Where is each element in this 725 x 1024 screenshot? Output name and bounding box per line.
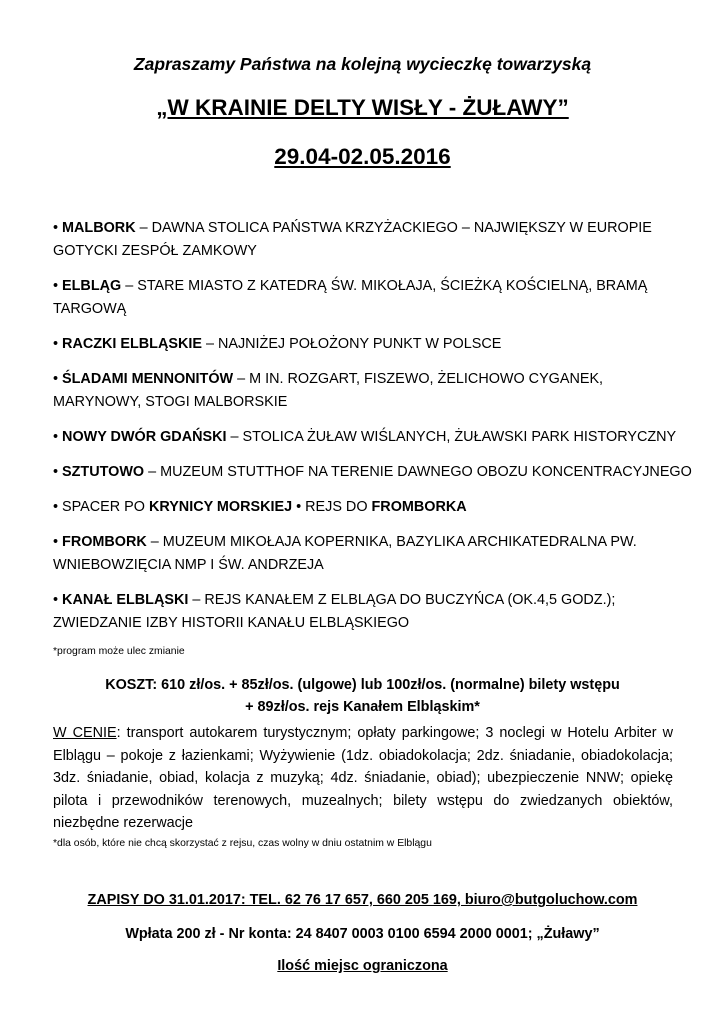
item-name: KANAŁ ELBLĄSKI [62,592,189,608]
item-desc: – STARE MIASTO Z KATEDRĄ ŚW. MIKOŁAJA, ŚCIEŻKĄ KOŚCIELNĄ, BRAMĄ TARGOWĄ [53,278,648,317]
item-name: MALBORK [62,220,136,236]
itinerary-item [53,589,693,635]
bullet-icon: • [296,499,302,515]
trip-dates: 29.04-02.05.2016 [274,144,451,169]
itinerary-item [53,531,693,577]
trip-title: „W KRAINIE DELTY WISŁY - ŻUŁAWY” [156,95,569,120]
bullet-icon: • [53,499,59,515]
spacer-place: KRYNICY MORSKIEJ [148,499,293,515]
itinerary-item [53,217,693,263]
bullet-icon: • [53,429,59,445]
item-desc: – MUZEUM MIKOŁAJA KOPERNIKA, BAZYLIKA ARCHIKATEDRALNA PW. WNIEBOWZIĘCIA NMP I ŚW. ANDRZEJA [53,534,637,573]
limited-places: Ilość miejsc ograniczona [277,958,448,974]
item-desc: – MUZEUM STUTTHOF NA TERENIE DAWNEGO OBOZU KONCENTRACYJNEGO [144,464,692,480]
spacer-place: FROMBORKA [371,499,467,515]
cruise-note: *dla osób, które nie chcą skorzystać z rejsu, czas wolny w dniu ostatnim w Elblągu [53,838,432,849]
item-desc: – STOLICA ŻUŁAW WIŚLANYCH, ŻUŁAWSKI PARK HISTORYCZNY [226,429,677,445]
invitation-line: Zapraszamy Państwa na kolejną wycieczkę towarzyską [133,54,592,74]
spacer-pre: SPACER PO [58,499,149,515]
itinerary-item [53,426,693,449]
cost-line: KOSZT: 610 zł/os. + 85zł/os. (ulgowe) lub 100zł/os. (normalne) bilety wstępu [105,677,620,693]
itinerary-item [53,461,693,484]
included-text: : transport autokarem turystycznym; opłaty parkingowe; 3 noclegi w Hotelu Arbiter w Elblągu – pokoje z łazienkami; Wyżywienie (1dz. obiadokolacja; 2dz. śniadanie, obiadokolacja; 3dz. śniadanie, obiad, kolacja z muzyką; 4dz. śniadanie, obiad); ubezpieczenie NNW; opiekę pilota i przewodników terenowych, muzealnych; bilety wstępu do zwiedzanych obiektów, niezbędne rezerwacje [53,725,673,831]
itinerary-item [53,275,693,321]
item-desc: – M IN. ROZGART, FISZEWO, ŻELICHOWO CYGANEK, MARYNOWY, STOGI MALBORSKIE [53,371,604,410]
cost-line: + 89zł/os. rejs Kanałem Elbląskim* [245,699,480,715]
bullet-icon: • [53,464,59,480]
itinerary-list [53,217,693,647]
item-desc: – NAJNIŻEJ POŁOŻONY PUNKT W POLSCE [201,336,502,352]
bullet-icon: • [53,336,59,352]
item-name: RACZKI ELBLĄSKIE [62,336,202,352]
cost-block [0,674,725,718]
item-name: SZTUTOWO [62,464,145,480]
bullet-icon: • [53,371,59,387]
payment-info: Wpłata 200 zł - Nr konta: 24 8407 0003 0100 6594 2000 0001; „Żuławy” [125,926,600,942]
item-desc: – DAWNA STOLICA PAŃSTWA KRZYŻACKIEGO – NAJWIĘKSZY W EUROPIE GOTYCKI ZESPÓŁ ZAMKOWY [53,220,652,259]
bullet-icon: • [53,534,59,550]
spacer-mid: REJS DO [301,499,372,515]
itinerary-item [53,368,693,414]
item-name: ŚLADAMI MENNONITÓW [62,371,234,387]
bullet-icon: • [53,278,59,294]
bullet-icon: • [53,220,59,236]
included-label: W CENIE [53,725,117,741]
itinerary-item-spacer [53,496,693,519]
program-note: *program może ulec zmianie [53,646,185,657]
itinerary-item [53,333,693,356]
registration-contact: ZAPISY DO 31.01.2017: TEL. 62 76 17 657, 660 205 169, biuro@butgoluchow.com [87,892,638,908]
item-name: ELBLĄG [62,278,122,294]
bullet-icon: • [53,592,59,608]
item-name: NOWY DWÓR GDAŃSKI [62,429,227,445]
item-name: FROMBORK [62,534,147,550]
item-desc: – REJS KANAŁEM Z ELBLĄGA DO BUCZYŃCA (OK.4,5 GODZ.); ZWIEDZANIE IZBY HISTORII KANAŁU ELBLĄSKIEGO [53,592,616,631]
included-paragraph [53,722,673,835]
